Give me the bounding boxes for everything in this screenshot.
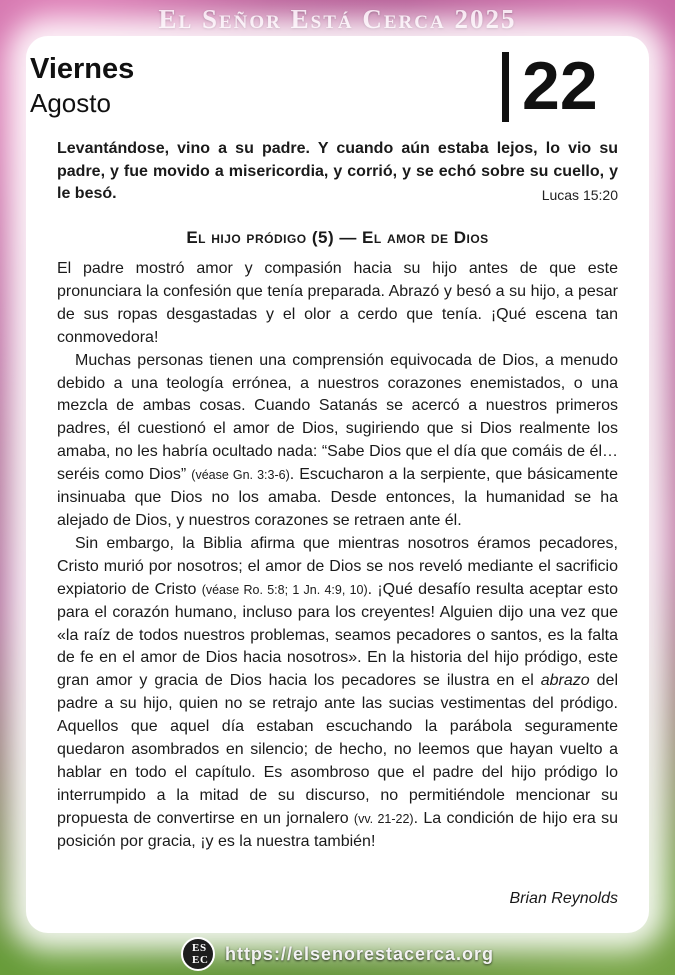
section-title: El hijo pródigo (5) — El amor de Dios xyxy=(186,228,489,247)
key-verse xyxy=(57,138,618,207)
verse-text: Levantándose, vino a su padre. Y cuando aún estaba lejos, lo vio su padre, y fue movido a misericordia, y corrió, y se echó sobre su cuello, y le besó. xyxy=(57,140,618,202)
date-divider xyxy=(502,52,509,122)
author-name: Brian Reynolds xyxy=(509,890,618,907)
scripture-reference: (véase Gn. 3:3-6) xyxy=(191,468,290,483)
paragraph-3: Sin embargo, la Biblia afirma que mientras nosotros éramos pecadores, Cristo murió por nosotros; el amor de Dios se nos reveló mediante el sacrificio expiatorio de Cristo (véase Ro. 5:8; 1 Jn. 4:9, 10). ¡Qué desafío resulta aceptar esto para el corazón humano, incluso para los creyentes! Alguien dijo una vez que «la raíz de todos nuestros problemas, seamos pecadores o santos, es la falta de fe en el amor de Dios hacia nosotros». En la historia del hijo pródigo, este gran amor y gracia de Dios hacia los pecadores se ilustra en el abrazo del padre a su hijo, quien no se retrajo ante las sucias vestimentas del pródigo. Aquellos que aquel día estaban escuchando la parábola seguramente quedaron asombrados en silencio; de hecho, no leemos que hayan vuelto a hablar en todo el capítulo. Es asombroso que el padre del hijo pródigo lo interrumpido a la mitad de su discurso, no permitiéndole mencionar su propuesta de convertirse en un jornalero (vv. 21-22). La condición de hijo era su posición por gracia, ¡y es la nuestra también! xyxy=(57,534,619,850)
weekday-label: Viernes xyxy=(30,53,135,85)
scripture-reference: (vv. 21-22) xyxy=(353,811,414,826)
publication-title: El Señor Está Cerca 2025 xyxy=(158,4,517,34)
verse-reference: Lucas 15:20 xyxy=(541,187,618,203)
paragraph-2: Muchas personas tienen una comprensión equivocada de Dios, a menudo debido a una teología errónea, a nuestros corazones enemistados, o una mezcla de ambas cosas. Cuando Satanás se acercó a nuestros primeros padres, él cuestionó el amor de Dios, sugiriendo que si Dios realmente los amaba, no les habría ocultado nada: “Sabe Dios que el día que comáis de él… seréis como Dios” (véase Gn. 3:3-6). Escucharon a la serpiente, que básicamente insinuaba que Dios no los amaba. Desde entonces, la humanidad se ha alejado de Dios, y nuestros corazones se retraen ante él. xyxy=(57,351,618,529)
devotional-body xyxy=(57,258,618,854)
paragraph-1: El padre mostró amor y compasión hacia su hijo antes de que este pronunciara la confesión que tenía preparada. Abrazó y besó a su hijo, a pesar de sus ropas desgastadas y el olor a cerdo que tenía. ¡Qué escena tan conmovedora! xyxy=(57,260,618,346)
month-label: Agosto xyxy=(30,88,111,118)
day-number: 22 xyxy=(522,48,598,124)
emphasis-word: abrazo xyxy=(540,672,590,690)
publisher-logo-icon: E S E C xyxy=(181,937,215,971)
website-link[interactable]: https://elsenorestacerca.org xyxy=(224,943,495,964)
scripture-reference: (véase Ro. 5:8; 1 Jn. 4:9, 10) xyxy=(201,582,368,597)
footer xyxy=(0,936,675,972)
